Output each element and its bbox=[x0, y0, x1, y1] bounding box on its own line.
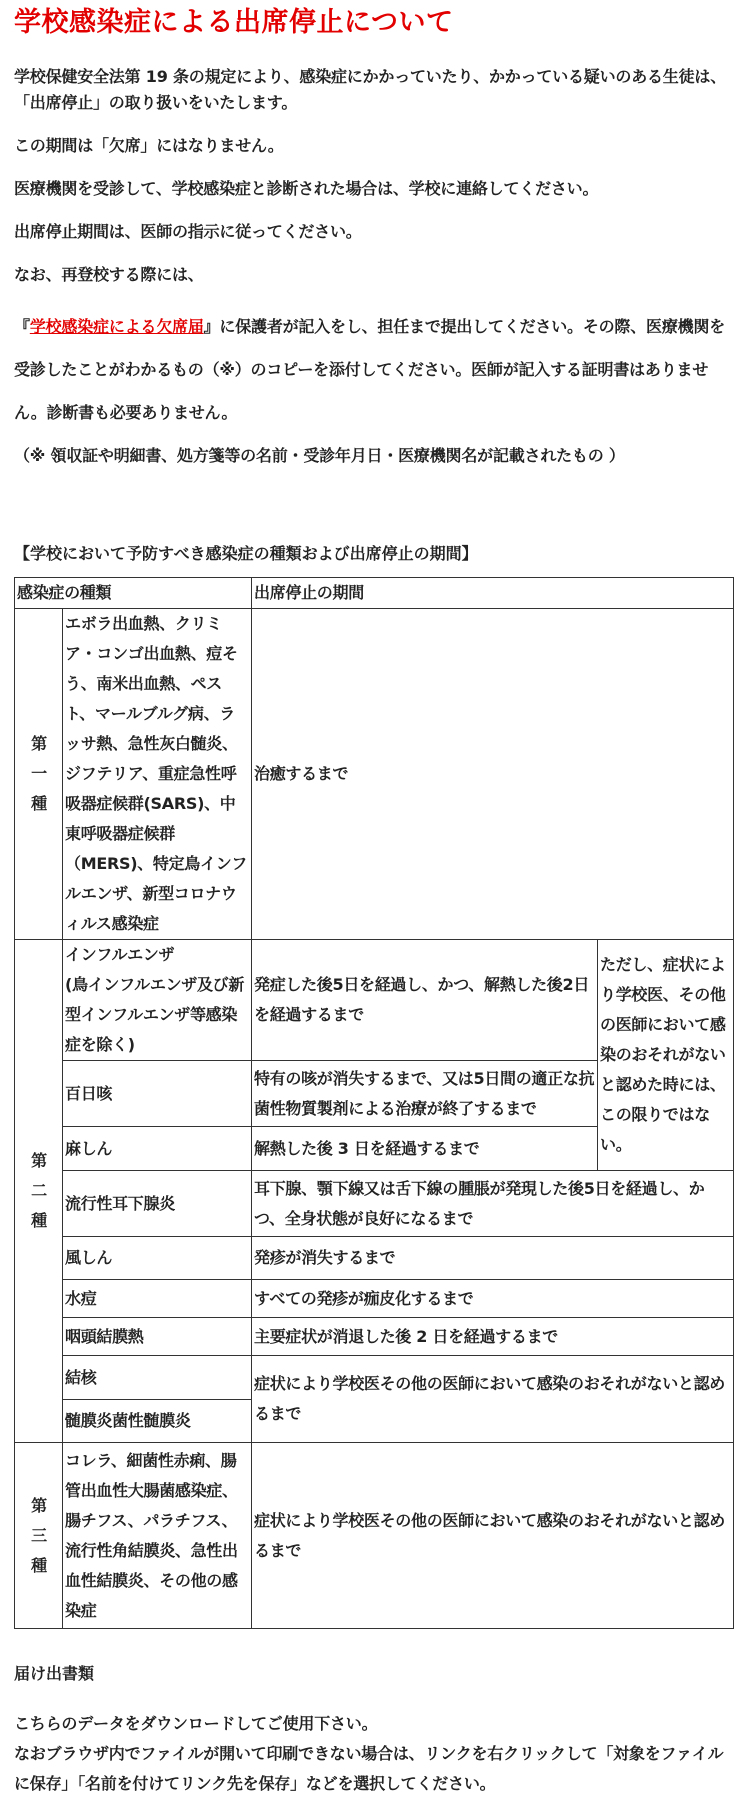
type3-diseases: コレラ、細菌性赤痢、腸管出血性大腸菌感染症、腸チフス、パラチフス、流行性角結膜炎、急性出血性結膜炎、その他の感染症 bbox=[63, 1443, 252, 1629]
disease-pertussis: 百日咳 bbox=[63, 1061, 252, 1127]
header-suspension-period: 出席停止の期間 bbox=[252, 578, 734, 609]
disease-influenza: インフルエンザ (鳥インフルエンザ及び新型インフルエンザ等感染症を除く) bbox=[63, 940, 252, 1061]
type3-period: 症状により学校医その他の医師において感染のおそれがないと認めるまで bbox=[252, 1443, 734, 1629]
period-pertussis: 特有の咳が消失するまで、又は5日間の適正な抗菌性物質製剤による治療が終了するまで bbox=[252, 1061, 598, 1127]
table-row bbox=[15, 1356, 734, 1400]
period-rubella: 発疹が消失するまで bbox=[252, 1237, 734, 1280]
period-tuberculosis-meningitis: 症状により学校医その他の医師において感染のおそれがないと認めるまで bbox=[252, 1356, 734, 1443]
table-row bbox=[15, 1280, 734, 1318]
table-title: 【学校において予防すべき感染症の種類および出席停止の期間】 bbox=[14, 544, 478, 563]
forms-title: 届け出書類 bbox=[14, 1664, 95, 1683]
type1-diseases: エボラ出血熱、クリミア・コンゴ出血熱、痘そう、南米出血熱、ペスト、マールブルグ病、ラッサ熱、急性灰白髄炎、ジフテリア、重症急性呼吸器症候群(SARS)、中東呼吸器症候群（MERS)、特定鳥インフルエンザ、新型コロナウィルス感染症 bbox=[63, 609, 252, 940]
intro-paragraph-not-absence: この期間は「欠席」にはなりません。 bbox=[14, 136, 284, 155]
page-title: 学校感染症による出席停止について bbox=[14, 7, 454, 38]
disease-rubella: 風しん bbox=[63, 1237, 252, 1280]
disease-meningococcal-meningitis: 髄膜炎菌性髄膜炎 bbox=[63, 1400, 252, 1443]
category-type1: 第 一 種 bbox=[15, 609, 63, 940]
disease-chickenpox: 水痘 bbox=[63, 1280, 252, 1318]
forms-download-text: こちらのデータをダウンロードしてご使用下さい。 bbox=[14, 1714, 378, 1733]
header-disease-type: 感染症の種類 bbox=[15, 578, 252, 609]
intro-paragraph-form bbox=[14, 305, 731, 434]
intro-section bbox=[14, 64, 731, 477]
table-row bbox=[15, 940, 734, 1061]
intro-paragraph-contact-school: 医療機関を受診して、学校感染症と診断された場合は、学校に連絡してください。 bbox=[14, 179, 599, 198]
disease-table bbox=[14, 577, 734, 1629]
intro-paragraph-doctor-instruction: 出席停止期間は、医師の指示に従ってください。 bbox=[14, 222, 362, 241]
intro-paragraph-law: 学校保健安全法第 19 条の規定により、感染症にかかっていたり、かかっている疑いのある生徒は、「出席停止」の取り扱いをいたします。 bbox=[14, 67, 727, 112]
table-row bbox=[15, 609, 734, 940]
table-row bbox=[15, 1171, 734, 1237]
table-row bbox=[15, 1237, 734, 1280]
forms-save-instructions: なおブラウザ内でファイルが開いて印刷できない場合は、リンクを右クリックして「対象をファイルに保存」「名前を付けてリンク先を保存」などを選択してください。 bbox=[14, 1744, 724, 1793]
table-header-row bbox=[15, 578, 734, 609]
period-chickenpox: すべての発疹が痂皮化するまで bbox=[252, 1280, 734, 1318]
type1-period: 治癒するまで bbox=[252, 609, 734, 940]
category-type2: 第 二 種 bbox=[15, 940, 63, 1443]
period-measles: 解熱した後 3 日を経過するまで bbox=[252, 1127, 598, 1171]
form-instructions: 』に保護者が記入をし、担任まで提出してください。その際、医療機関を受診したことがわかるもの（※）のコピーを添付してください。医師が記入する証明書はありません。診断書も必要ありません。 bbox=[14, 317, 726, 422]
table-row bbox=[15, 1318, 734, 1356]
bracket-open: 『 bbox=[14, 317, 30, 336]
disease-measles: 麻しん bbox=[63, 1127, 252, 1171]
disease-mumps: 流行性耳下腺炎 bbox=[63, 1171, 252, 1237]
absence-form-link[interactable]: 学校感染症による欠席届 bbox=[29, 317, 204, 336]
category-type3: 第 三 種 bbox=[15, 1443, 63, 1629]
forms-section bbox=[14, 1709, 731, 1799]
table-row bbox=[15, 1443, 734, 1629]
period-mumps: 耳下腺、顎下線又は舌下線の腫脹が発現した後5日を経過し、かつ、全身状態が良好になるまで bbox=[252, 1171, 734, 1237]
disease-tuberculosis: 結核 bbox=[63, 1356, 252, 1400]
disease-pharyngoconjunctival-fever: 咽頭結膜熱 bbox=[63, 1318, 252, 1356]
period-pharyngoconjunctival-fever: 主要症状が消退した後 2 日を経過するまで bbox=[252, 1318, 734, 1356]
period-influenza: 発症した後5日を経過し、かつ、解熱した後2日を経過するまで bbox=[252, 940, 598, 1061]
intro-paragraph-note: （※ 領収証や明細書、処方箋等の名前・受診年月日・医療機関名が記載されたもの ） bbox=[14, 446, 625, 465]
type2-exception-note: ただし、症状により学校医、その他の医師において感染のおそれがないと認めた時には、この限りではない。 bbox=[598, 940, 734, 1171]
intro-paragraph-return: なお、再登校する際には、 bbox=[14, 265, 204, 284]
